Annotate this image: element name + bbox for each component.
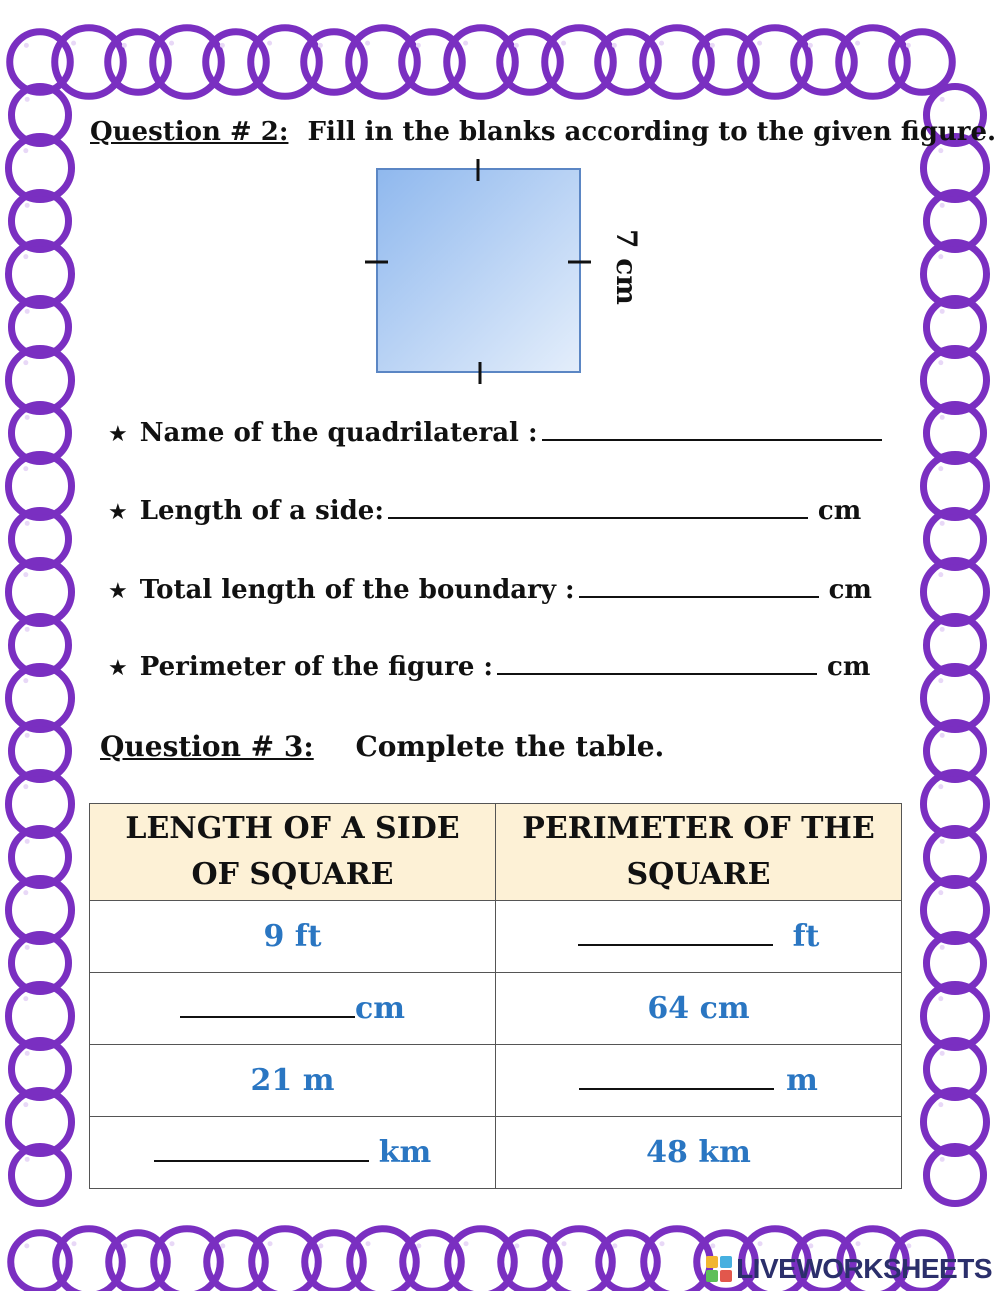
unit-label: cm [827,652,871,682]
ring-highlight [24,43,29,48]
ring-highlight [25,733,30,738]
side-cell [90,1117,496,1189]
ring-highlight [938,890,943,895]
ring-highlight [940,521,945,526]
liveworksheets-logo [706,1253,992,1285]
ring-highlight [25,309,30,314]
blank-quadrilateral-name [108,418,886,448]
border-ring [349,28,418,97]
unit-label: cm [354,991,405,1026]
border-ring [545,28,614,97]
answer-blank[interactable] [578,922,773,946]
ring-highlight [23,1102,28,1107]
ring-highlight [938,996,943,1001]
ring-highlight [25,1051,30,1056]
ring-highlight [808,1243,813,1248]
ring-highlight [855,41,860,46]
ring-highlight [940,203,945,208]
ring-highlight [23,254,28,259]
unit-label: cm [817,496,862,526]
ring-highlight [25,521,30,526]
ring-highlight [856,1241,861,1246]
unit-label: m [786,1063,818,1098]
question-3-number: Question # 3: [100,730,314,763]
ring-highlight [514,43,519,48]
given-value: 48 km [646,1135,751,1170]
ring-highlight [366,1241,371,1246]
star-icon: ★ [108,579,128,604]
blank-perimeter [108,652,870,682]
answer-blank[interactable] [180,994,355,1018]
ring-highlight [940,309,945,314]
square-figure [360,155,660,390]
ring-highlight [562,1241,567,1246]
ring-highlight [938,360,943,365]
ring-highlight [25,203,30,208]
logo-text: LIVEWORKSHEETS [736,1253,992,1284]
question-2-heading [90,117,996,147]
ring-highlight [25,1157,30,1162]
star-icon: ★ [108,422,128,447]
perimeter-cell [496,1117,902,1189]
ring-highlight [758,1241,763,1246]
table-row [90,1117,902,1189]
ring-highlight [23,890,28,895]
ring-highlight [938,678,943,683]
blank-label: Length of a side: [139,496,384,526]
question-2-prompt: Fill in the blanks according to the given figure. [307,117,997,147]
ring-highlight [940,627,945,632]
ring-highlight [122,43,127,48]
ring-highlight [416,1243,421,1248]
unit-label: ft [792,919,820,954]
ring-highlight [906,43,911,48]
ring-highlight [938,572,943,577]
ring-highlight [808,43,813,48]
table-header-row [90,804,902,901]
ring-highlight [23,360,28,365]
answer-blank[interactable] [497,653,817,675]
ring-highlight [24,1243,29,1248]
given-value: 64 cm [647,991,750,1026]
table-row [90,901,902,973]
blank-boundary-length [108,575,872,605]
answer-blank[interactable] [579,576,819,598]
given-value: 21 m [250,1063,335,1098]
ring-highlight [25,839,30,844]
perimeter-cell [496,901,902,973]
blank-label: Name of the quadrilateral : [139,418,538,448]
ring-highlight [938,1102,943,1107]
ring-highlight [757,41,762,46]
ring-highlight [23,996,28,1001]
question-3-heading [100,730,664,763]
perimeter-cell [496,1045,902,1117]
ring-highlight [23,678,28,683]
ring-highlight [660,1241,665,1246]
ring-highlight [940,1157,945,1162]
ring-highlight [710,1243,715,1248]
answer-blank[interactable] [579,1066,774,1090]
ring-highlight [25,415,30,420]
ring-highlight [23,572,28,577]
ring-highlight [25,97,30,102]
unit-label: km [378,1135,432,1170]
ring-highlight [514,1243,519,1248]
answer-blank[interactable] [542,419,882,441]
perimeter-table [89,803,902,1189]
ring-highlight [659,41,664,46]
ring-highlight [122,1243,127,1248]
ring-highlight [561,41,566,46]
ring-highlight [220,1243,225,1248]
perimeter-cell [496,973,902,1045]
ring-highlight [463,41,468,46]
border-ring [892,32,953,93]
border-ring [153,28,222,97]
ring-highlight [268,1241,273,1246]
star-icon: ★ [108,656,128,681]
square-shape [377,169,580,372]
logo-icon [706,1256,732,1282]
ring-highlight [612,1243,617,1248]
question-3-prompt: Complete the table. [355,730,665,763]
ring-highlight [938,466,943,471]
ring-highlight [940,945,945,950]
ring-highlight [25,945,30,950]
side-cell [90,1045,496,1117]
ring-highlight [416,43,421,48]
column-header-perimeter: PERIMETER OF THE SQUARE [496,804,902,901]
blank-label: Total length of the boundary : [139,575,575,605]
ring-highlight [938,254,943,259]
side-cell [90,973,496,1045]
ring-highlight [23,148,28,153]
border-ring [55,28,124,97]
blank-label: Perimeter of the figure : [139,652,494,682]
ring-highlight [220,43,225,48]
given-value: 9 ft [263,919,322,954]
ring-highlight [938,148,943,153]
table-row [90,1045,902,1117]
ring-highlight [710,43,715,48]
border-ring [741,28,810,97]
ring-highlight [23,466,28,471]
ring-highlight [940,1051,945,1056]
answer-blank[interactable] [154,1138,369,1162]
ring-highlight [940,839,945,844]
ring-highlight [72,1241,77,1246]
ring-highlight [906,1243,911,1248]
ring-highlight [71,41,76,46]
side-cell [90,901,496,973]
border-ring [839,28,908,97]
ring-highlight [940,415,945,420]
ring-highlight [25,627,30,632]
ring-highlight [464,1241,469,1246]
ring-highlight [169,41,174,46]
border-ring [447,28,516,97]
question-2-number: Question # 2: [90,117,289,147]
ring-highlight [170,1241,175,1246]
side-length-label: 7 cm [610,229,643,305]
unit-label: cm [828,575,872,605]
column-header-side: LENGTH OF A SIDE OF SQUARE [90,804,496,901]
ring-highlight [318,1243,323,1248]
blank-side-length [108,496,861,526]
star-icon: ★ [108,500,128,525]
border-ring [251,28,320,97]
ring-highlight [267,41,272,46]
table-row [90,973,902,1045]
ring-highlight [938,784,943,789]
ring-highlight [940,733,945,738]
ring-highlight [318,43,323,48]
ring-highlight [365,41,370,46]
ring-highlight [940,97,945,102]
ring-highlight [612,43,617,48]
border-ring [643,28,712,97]
ring-highlight [23,784,28,789]
answer-blank[interactable] [388,497,808,519]
